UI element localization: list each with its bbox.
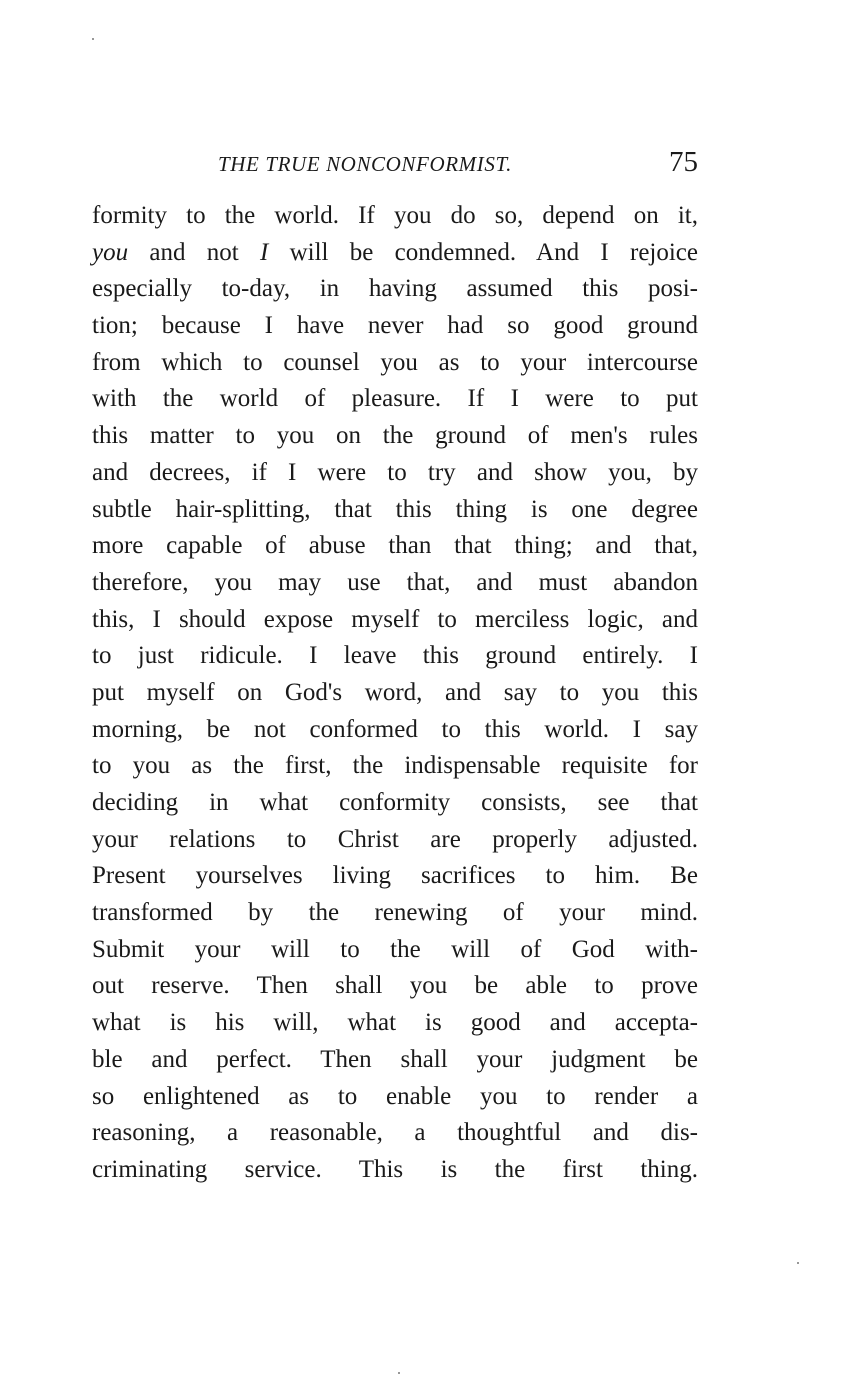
text-line: tion; because I have never had so good ground (92, 312, 698, 340)
text-line: ble and perfect. Then shall your judgment be (92, 1045, 698, 1073)
text-line: Submit your will to the will of God with- (92, 935, 698, 963)
running-title: THE TRUE NONCONFORMIST. (218, 152, 513, 176)
text-line: and decrees, if I were to try and show you, by (92, 458, 698, 486)
emphasis-you: you (92, 238, 129, 266)
text-line: from which to counsel you as to your intercourse (92, 348, 698, 376)
text-line: formity to the world. If you do so, depend on it, (92, 202, 698, 229)
text-segment: and not (128, 238, 260, 266)
text-line: so enlightened as to enable you to render a (92, 1082, 698, 1110)
paper-speck (797, 1262, 799, 1264)
text-line: subtle hair-splitting, that this thing is one degree (92, 495, 698, 523)
text-line: with the world of pleasure. If I were to put (92, 385, 698, 413)
text-line: more capable of abuse than that thing; and that, (92, 532, 698, 560)
text-line (92, 235, 698, 272)
text-line: your relations to Christ are properly adjusted. (92, 825, 698, 853)
text-line: out reserve. Then shall you be able to prove (92, 972, 698, 1000)
text-line: what is his will, what is good and accepta- (92, 1009, 698, 1037)
running-head (92, 142, 700, 186)
text-line: deciding in what conformity consists, see that (92, 789, 698, 816)
text-line: especially to-day, in having assumed this posi- (92, 275, 698, 303)
text-line: put myself on God's word, and say to you this (92, 678, 698, 706)
body-text (92, 198, 698, 1189)
paper-speck (398, 1372, 400, 1374)
text-line: therefore, you may use that, and must abandon (92, 568, 698, 596)
text-line: this, I should expose myself to merciless logic, and (92, 605, 698, 633)
text-line: criminating service. This is the first thing. (92, 1155, 698, 1183)
text-line: morning, be not conformed to this world. I say (92, 715, 698, 743)
paper-speck (92, 38, 94, 40)
text-line: to you as the first, the indispensable requisite for (92, 752, 698, 780)
text-line: to just ridicule. I leave this ground entirely. I (92, 642, 698, 670)
text-line: this matter to you on the ground of men's rules (92, 422, 698, 450)
text-segment: will be condemned. And I rejoice (268, 238, 698, 266)
text-line: reasoning, a reasonable, a thoughtful and dis- (92, 1119, 698, 1147)
emphasis-i: I (260, 238, 269, 266)
text-line: Present yourselves living sacrifices to him. Be (92, 862, 698, 890)
text-line: transformed by the renewing of your mind. (92, 899, 698, 927)
page-number: 75 (669, 146, 698, 178)
